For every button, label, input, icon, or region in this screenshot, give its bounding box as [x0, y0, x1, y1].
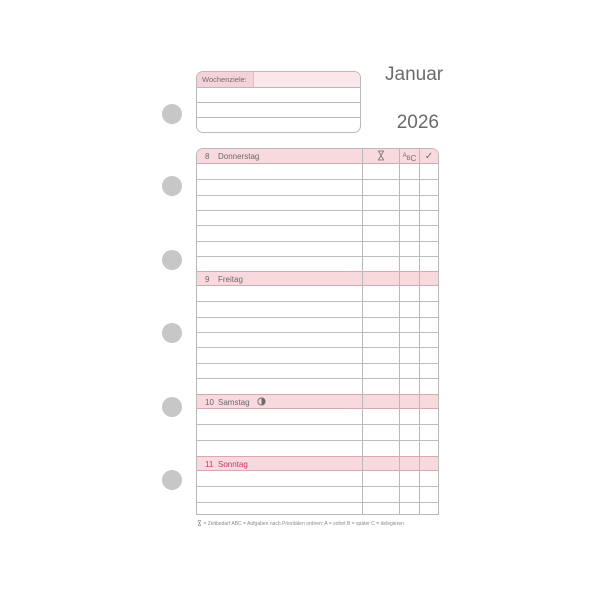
- hourglass-icon: [363, 149, 399, 164]
- weekly-goals-label: Wochenziele:: [197, 72, 254, 87]
- binder-hole: [162, 176, 182, 196]
- day-band-9: [197, 271, 438, 286]
- binder-hole: [162, 470, 182, 490]
- binder-hole: [162, 397, 182, 417]
- day-number: 10: [205, 398, 214, 407]
- day-number: 11: [205, 460, 214, 469]
- column-divider: [399, 149, 400, 514]
- day-band-11: [197, 456, 438, 471]
- writing-line: [197, 210, 438, 211]
- binder-hole: [162, 104, 182, 124]
- checkmark-icon: ✓: [424, 151, 434, 162]
- day-label-9: [205, 272, 243, 287]
- writing-line: [197, 440, 438, 441]
- writing-line: [197, 256, 438, 257]
- writing-line: [197, 332, 438, 333]
- writing-line: [197, 225, 438, 226]
- writing-line: [197, 317, 438, 318]
- writing-line: [197, 363, 438, 364]
- writing-line: [197, 301, 438, 302]
- writing-line: [197, 347, 438, 348]
- weekly-goals-box[interactable]: [196, 71, 361, 133]
- day-band-10: [197, 394, 438, 409]
- day-number: 8: [205, 152, 210, 161]
- abc-priority-icon: ABC: [402, 153, 417, 163]
- year-title: 2026: [396, 112, 439, 133]
- day-label-10: [205, 395, 266, 410]
- day-planner[interactable]: [196, 148, 439, 515]
- goals-line: [197, 102, 360, 103]
- binder-hole: [162, 323, 182, 343]
- legend-text: = Zeitbedarf ABC = Aufgaben nach Prioritäten ordnen: A = sofort B = später C = delegieren: [203, 521, 404, 527]
- writing-line: [197, 179, 438, 180]
- day-name: Donnerstag: [218, 152, 260, 161]
- legend-footer: [197, 520, 442, 527]
- hourglass-icon: [197, 520, 202, 526]
- column-divider: [362, 149, 363, 514]
- day-label-11: [205, 457, 248, 472]
- day-name: Freitag: [218, 275, 243, 284]
- column-divider: [419, 149, 420, 514]
- goals-line: [197, 117, 360, 118]
- writing-line: [197, 241, 438, 242]
- day-label-8: [205, 149, 259, 164]
- weekly-goals-header: [197, 72, 360, 87]
- half-moon-icon: [257, 397, 266, 406]
- binder-hole: [162, 250, 182, 270]
- writing-line: [197, 424, 438, 425]
- day-number: 9: [205, 275, 210, 284]
- writing-line: [197, 378, 438, 379]
- day-name: Sonntag: [218, 460, 248, 469]
- day-name: Samstag: [218, 398, 250, 407]
- writing-line: [197, 486, 438, 487]
- goals-line: [197, 87, 360, 88]
- month-title: Januar: [385, 64, 444, 85]
- writing-line: [197, 502, 438, 503]
- writing-line: [197, 195, 438, 196]
